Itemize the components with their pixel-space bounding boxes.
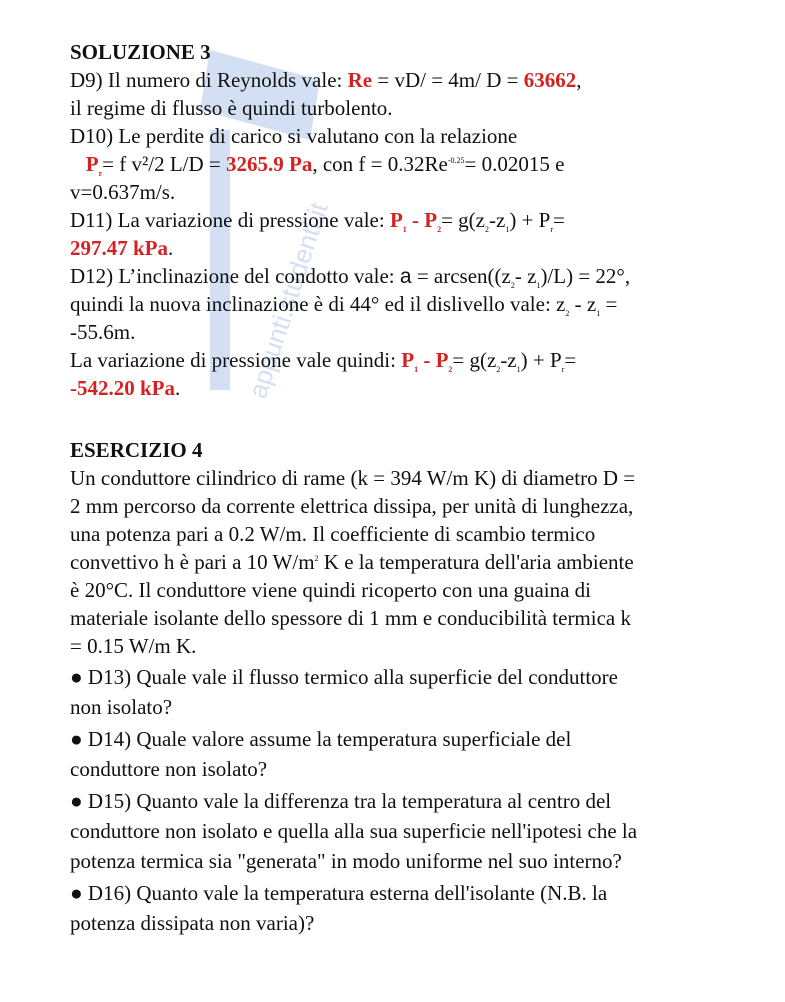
- d11-value: 297.47 kPa: [70, 236, 169, 260]
- ex-text-6: = 0.15 W/m K.: [70, 634, 197, 658]
- d10-formula: $P_r= f$ v²/2 L/D = 3265.9 Pa, con $f = 0.32Re^{-0.25}= 0.02015$ e: [85, 152, 565, 179]
- ex-text-5: materiale isolante dello spessore di 1 mm e conducibilità termica k: [70, 606, 631, 630]
- ex-text-4: è 20°C. Il conduttore viene quindi ricoperto con una guaina di: [70, 578, 592, 602]
- d12-line: D12) L’inclinazione del condotto vale: $a = arcsen((z_2-$ $z_1)/L) = 22^\circ$,: [70, 264, 631, 291]
- re-value: 63662: [523, 68, 577, 92]
- watermark-text: appunti.studenti.it: [242, 198, 334, 402]
- question-d15: ● D15) Quanto vale la differenza tra la temperatura al centro del conduttore non isolato e quella alla sua superficie nell'ipotesi che la potenza termica sia "generata" in modo uniforme nel suo interno?: [70, 789, 638, 873]
- ex-text-2: 2 mm percorso da corrente elettrica dissipa, per unità di lunghezza,: [70, 494, 634, 518]
- ex-text-1: Un conduttore cilindrico di rame (k = 394 W/m K) di diametro D =: [70, 466, 636, 490]
- d9-line: D9) Il numero di Reynolds vale: Re = vD/ = 4m/ D = 63662,: [70, 68, 582, 92]
- alpha-symbol: a: [399, 265, 412, 288]
- document-page: [70, 38, 730, 938]
- exercise-title: ESERCIZIO 4: [70, 438, 203, 462]
- d12-line-3: -55.6m.: [70, 320, 136, 344]
- d12-line-4: La variazione di pressione vale quindi: $P_1 - P_2= g(z_2-z_1) + P_r=$: [70, 348, 577, 375]
- question-d14: ● D14) Quale valore assume la temperatura superficiale del conduttore non isolato?: [70, 727, 572, 781]
- question-d13: ● D13) Quale vale il flusso termico alla superficie del conduttore non isolato?: [70, 665, 618, 719]
- d12-value: -542.20 kPa: [70, 376, 175, 400]
- d11-line: D11) La variazione di pressione vale: $P_1 - P_2= g(z_2-z_1) + P_r=$: [70, 208, 565, 235]
- d12-value-line: -542.20 kPa.: [70, 376, 181, 400]
- d9-line-2: il regime di flusso è quindi turbolento.: [70, 96, 393, 120]
- d12-line-2: quindi la nuova inclinazione è di 44° ed il dislivello vale: $z_2 - z_1$ =: [70, 292, 618, 319]
- question-d16: ● D16) Quanto vale la temperatura esterna dell'isolante (N.B. la potenza dissipata non varia)?: [70, 881, 608, 935]
- solution-title: SOLUZIONE 3: [70, 40, 211, 64]
- ex-text-conv: convettivo h è pari a 10 $W/m^2$ K e la temperatura dell'aria ambiente: [70, 550, 634, 574]
- d11-value-line: 297.47 kPa.: [70, 236, 174, 260]
- pa-value: 3265.9 Pa: [226, 152, 313, 176]
- d10-line: D10) Le perdite di carico si valutano con la relazione: [70, 124, 518, 148]
- re-symbol: Re: [347, 68, 373, 92]
- ex-text-3: una potenza pari a 0.2 W/m. Il coefficiente di scambio termico: [70, 522, 596, 546]
- d10-line-3: v=0.637m/s.: [70, 180, 176, 204]
